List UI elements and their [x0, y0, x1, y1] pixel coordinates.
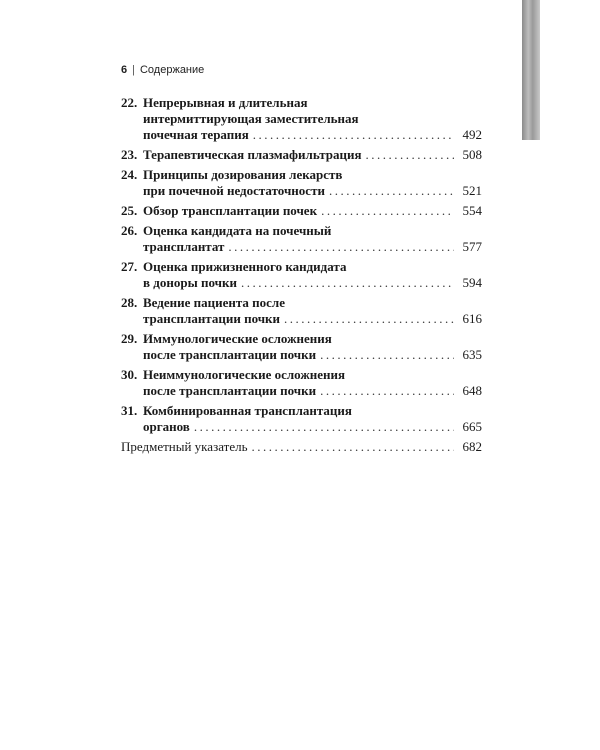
- toc-entry[interactable]: [121, 95, 482, 143]
- chapter-title-text: интермиттирующая заместительная: [143, 111, 359, 126]
- running-head-title: Содержание: [139, 64, 205, 76]
- chapter-number: 24.: [121, 167, 138, 182]
- toc-entry-line: [121, 403, 482, 419]
- dot-leader: [321, 203, 454, 219]
- toc-entry[interactable]: [121, 295, 482, 327]
- page-number: 594: [462, 275, 482, 290]
- toc-entry[interactable]: [121, 167, 482, 199]
- toc-entry-line: [121, 95, 482, 111]
- chapter-title-text: после трансплантации почки: [143, 347, 317, 362]
- page-number: 635: [462, 347, 482, 362]
- page-number: 492: [462, 127, 482, 142]
- toc-entry[interactable]: [121, 259, 482, 291]
- page-number: 648: [462, 383, 482, 398]
- toc-entry[interactable]: [121, 147, 482, 163]
- chapter-number: 31.: [121, 403, 138, 418]
- toc-entry-line: [121, 367, 482, 383]
- dot-leader: [329, 183, 454, 199]
- page-number: 616: [462, 311, 482, 326]
- chapter-number: 30.: [121, 367, 138, 382]
- dot-leader: [284, 311, 454, 327]
- toc-entry-line: [121, 347, 482, 363]
- page-number: 554: [462, 203, 482, 218]
- toc-entry[interactable]: [121, 223, 482, 255]
- dot-leader: [320, 383, 454, 399]
- toc-entry-line: [121, 167, 482, 183]
- chapter-title-text: при почечной недостаточности: [143, 183, 325, 198]
- toc-entry-line: [121, 439, 482, 455]
- dot-leader: [228, 239, 454, 255]
- dot-leader: [194, 419, 454, 435]
- index-title-text: Предметный указатель: [121, 439, 248, 454]
- running-head-separator: |: [132, 64, 135, 76]
- chapter-number: 23.: [121, 147, 138, 162]
- chapter-number: 25.: [121, 203, 138, 218]
- chapter-title-text: трансплантат: [143, 239, 225, 254]
- toc-entry-line: [121, 127, 482, 143]
- dot-leader: [320, 347, 454, 363]
- chapter-title-text: Принципы дозирования лекарств: [143, 167, 343, 182]
- dot-leader: [365, 147, 454, 163]
- page-edge-tab: [522, 0, 540, 140]
- chapter-title-text: Оценка кандидата на почечный: [143, 223, 332, 238]
- toc-entry-line: [121, 239, 482, 255]
- toc-entry-line: [121, 111, 482, 127]
- chapter-number: 27.: [121, 259, 138, 274]
- chapter-title-text: в доноры почки: [143, 275, 237, 290]
- toc-entry-line: [121, 259, 482, 275]
- chapter-title-text: после трансплантации почки: [143, 383, 317, 398]
- page-number: 577: [462, 239, 482, 254]
- chapter-title-text: Ведение пациента после: [143, 295, 285, 310]
- chapter-title-text: Неиммунологические осложнения: [143, 367, 346, 382]
- toc-entry[interactable]: [121, 203, 482, 219]
- toc-entry[interactable]: [121, 331, 482, 363]
- page-number: 682: [462, 439, 482, 454]
- toc-entry-line: [121, 203, 482, 219]
- page-number: 665: [462, 419, 482, 434]
- toc-entry[interactable]: [121, 367, 482, 399]
- toc-entry-line: [121, 311, 482, 327]
- chapter-title-text: Оценка прижизненного кандидата: [143, 259, 347, 274]
- running-head-page-number: 6: [121, 64, 128, 76]
- chapter-number: 26.: [121, 223, 138, 238]
- table-of-contents: [121, 95, 482, 459]
- dot-leader: [253, 127, 454, 143]
- toc-entry-line: [121, 383, 482, 399]
- toc-entry-line: [121, 331, 482, 347]
- running-head: [121, 64, 204, 76]
- toc-entry-line: [121, 275, 482, 291]
- toc-entry-line: [121, 419, 482, 435]
- dot-leader: [252, 439, 454, 455]
- chapter-title-text: Комбинированная трансплантация: [143, 403, 352, 418]
- chapter-title-text: трансплантации почки: [143, 311, 281, 326]
- toc-entry-line: [121, 223, 482, 239]
- chapter-number: 29.: [121, 331, 138, 346]
- toc-entry[interactable]: [121, 403, 482, 435]
- chapter-title-text: органов: [143, 419, 190, 434]
- chapter-title-text: почечная терапия: [143, 127, 249, 142]
- chapter-title-text: Иммунологические осложнения: [143, 331, 332, 346]
- chapter-number: 22.: [121, 95, 138, 110]
- chapter-title-text: Непрерывная и длительная: [143, 95, 308, 110]
- page-number: 508: [462, 147, 482, 162]
- chapter-title-text: Обзор трансплантации почек: [143, 203, 318, 218]
- dot-leader: [241, 275, 454, 291]
- page-number: 521: [462, 183, 482, 198]
- chapter-number: 28.: [121, 295, 138, 310]
- toc-entry-index[interactable]: [121, 439, 482, 455]
- toc-entry-line: [121, 183, 482, 199]
- chapter-title-text: Терапевтическая плазмафильтрация: [143, 147, 362, 162]
- toc-entry-line: [121, 147, 482, 163]
- toc-entry-line: [121, 295, 482, 311]
